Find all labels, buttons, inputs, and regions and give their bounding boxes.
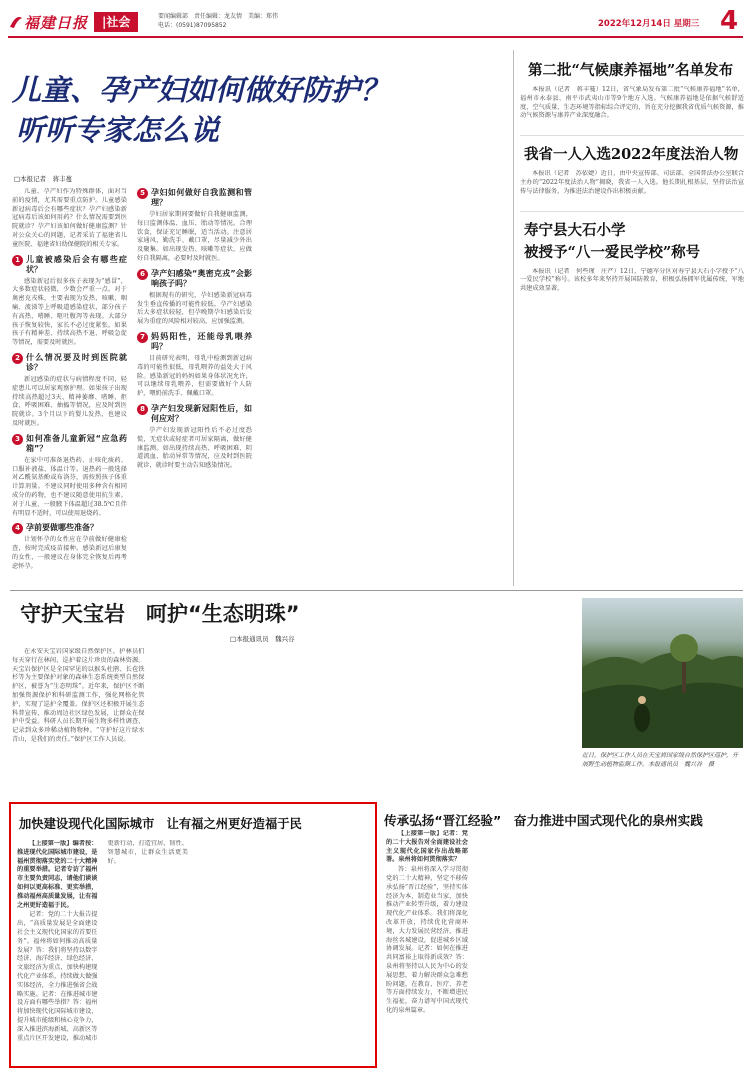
main-headline: [12, 70, 512, 168]
guard-article-text: 在永安天宝岩国家级自然保护区，护林员们每天穿行在林间，巡护着这片珍贵的森林资源。天宝岩保护区是全国罕见的以猴头杜鹃、长苞铁杉等为主要保护对象的森林生态系统类型自然保护区，被誉为“生态明珠”。近年来，保护区不断加强资源保护和科研监测工作，强化网格化管护，实现了巡护全覆盖。保护区还积极开展生态科普宣传，推动周边社区绿色发展，让群众在保护中受益。科研人员长期开展生物多样性调查，记录到众多珍稀动植物物种。“守护好这片绿水青山，是我们的责任。”保护区工作人员说。: [12, 648, 145, 743]
editor-line-2: 电话：(0591)87095852: [158, 22, 227, 29]
section-4-number: 4: [12, 523, 23, 534]
right-article-3-text: 本报讯（记者 何些瑾 庄严）12日，宁德军分区对寿宁县大石小学授予“八一爱民学校”称号。该校多年来坚持开展国防教育，积极弘扬拥军优属传统，军地共建成效显著。: [520, 267, 744, 293]
right-article-1: [520, 60, 744, 121]
section-5: [137, 188, 252, 264]
photo-forest-illustration: [582, 598, 743, 748]
paper-name: 福建日报: [24, 13, 89, 32]
logo-swoosh-icon: [8, 14, 24, 30]
section-4-text: 计划怀孕的女性应在孕前做好健康检查，按时完成疫苗接种。感染新冠后康复的女性，一般建议在身体完全恢复后再考虑怀孕。: [12, 536, 127, 570]
featured-text: 记者：党的二十大报告提出，“高质量发展是全面建设社会主义现代化国家的首要任务”。福州将如何推动高质量发展？答：我们将坚持以数字经济、海洋经济、绿色经济、文旅经济为重点，加快构建现代化产业体系，持续做大做强实体经济，全力推进强省会战略实施。记者：在推进城市建设方面有哪些举措？答：福州将加快现代化国际城市建设，提升城市能级和核心竞争力，深入推进滨海新城、高新区等重点片区开发建设，推动城市更新行动，打造宜居、韧性、智慧城市，让群众生活更美好。: [17, 840, 188, 1042]
section-7-title: 妈妈阳性，还能母乳喂养吗？: [151, 331, 252, 351]
section-6-number: 6: [137, 269, 148, 280]
section-6-title: 孕产妇感染“奥密克戎”会影响孩子吗？: [151, 268, 252, 288]
newspaper-logo: [8, 12, 90, 32]
section-1-title: 儿童被感染后会有哪些症状？: [26, 254, 127, 274]
section-1-heading: [15, 254, 127, 275]
page-number: 4: [720, 6, 739, 36]
section-2-text: 新冠感染的症状与病情程度不同，轻症患儿可以居家观察护理。如果孩子出现持续高热超过3天、精神萎靡、嗜睡、拒食、呼吸困难、抽搐等情况，应及时到医院就诊。3个月以下的婴儿发热，也建议及时就医。: [12, 375, 127, 427]
right-article-1-title: 第二批“气候康养福地”名单发布: [528, 62, 734, 79]
featured-intro: 【上接第一版】编者按：推进现代化国际城市建设，是福州贯彻落实党的二十大精神的重要举措。记者专访了福州市主要负责同志，请他们谈谈如何以更高标准、更实举措，推动福州高质量发展，让有福之州更好造福于民。: [17, 840, 98, 909]
section-4-heading: [15, 523, 127, 533]
section-6: [137, 269, 252, 327]
section-7-text: 目前研究表明，母乳中检测到新冠病毒的可能性很低，母乳喂养的益处大于风险。感染新冠的妈妈如果身体状况允许，可以继续母乳喂养，但需要做好个人防护，喂奶前洗手、佩戴口罩。: [137, 354, 252, 398]
section-2-number: 2: [12, 353, 23, 364]
guard-headline: 守护天宝岩 呵护“生态明珠”: [20, 602, 300, 626]
section-3-number: 3: [12, 434, 23, 445]
editor-info: [158, 12, 278, 30]
section-tag: |社会: [94, 12, 138, 32]
column-divider: [513, 50, 514, 586]
editor-line-1: 要闻编辑部 责任编辑：龙友情 美编：郑伟: [158, 13, 279, 20]
section-rule: [10, 590, 743, 591]
nature-photo: [582, 598, 743, 748]
right-article-1-text: 本报讯（记者 蒋丰蔓）12日，省气象局发布第二批“气候康养福地”名单，福州市永泰县、南平市武夷山市等9个地方入选。气候康养福地是依据气候舒适度、空气质量、生态环境等指标综合评定的，旨在充分挖掘我省优质气候资源，推动气候资源与康养产业深度融合。: [520, 86, 744, 120]
section-8: [137, 404, 252, 471]
quanzhou-intro: 【上接第一版】记者：党的二十大报告对全面建设社会主义现代化国家作出战略部署。泉州将如何贯彻落实？: [386, 830, 468, 864]
section-2: [12, 353, 127, 429]
section-3-heading: [15, 433, 127, 454]
section-4: [12, 523, 127, 571]
section-5-number: 5: [137, 188, 148, 199]
masthead: [8, 8, 743, 38]
section-7-number: 7: [137, 332, 148, 343]
main-lead: 儿童、孕产妇作为特殊群体，面对当前的疫情，尤其需要重点防护。儿童感染新冠病毒后会有哪些症状？孕产妇感染新冠病毒后该如何用药？什么情况需要到医院就诊？孕产妇该如何做好健康监测？针对公众关心的问题，记者采访了福建省儿童医院、福建省妇幼保健院的相关专家。: [12, 188, 127, 248]
quanzhou-headline: 传承弘扬“晋江经验” 奋力推进中国式现代化的泉州实践: [384, 813, 703, 828]
headline-line-1: 儿童、孕产妇如何做好防护？: [12, 73, 390, 107]
section-7-heading: [140, 331, 252, 352]
guard-article-body: [12, 648, 572, 796]
right-column: [520, 50, 744, 586]
section-1-text: 感染新冠后很多孩子表现为“感冒”，大多数症状轻微，少数会严重一点。对于奥密克戎株，主要表现为发热、咳嗽、咽痛、流涕等上呼吸道感染症状，部分孩子有高热、嗜睡、呕吐腹泻等表现。大部分孩子恢复较快，家长不必过度紧张。如果孩子有精神差、持续高热不退、呼吸急促等情况，需要及时就医。: [12, 277, 127, 347]
featured-article-frame: [9, 802, 377, 1068]
featured-headline: 加快建设现代化国际城市 让有福之州更好造福于民: [19, 817, 302, 831]
section-5-title: 孕妇如何做好自我监测和管理？: [151, 188, 252, 207]
photo-caption: 近日，保护区工作人员在天宝岩国家级自然保护区巡护，开展野生动植物监测工作。本报通讯员 魏兴谷 摄: [582, 752, 739, 768]
right-article-3: [520, 211, 744, 294]
section-5-text: 孕妇居家期间要做好自我健康监测，每日监测体温、血压、胎动等情况。合理饮食，保证充足睡眠，适当活动。注意居家通风，勤洗手、戴口罩，尽量减少外出及聚集。如出现发热、咳嗽等症状，应做好自我隔离，必要时及时就医。: [137, 211, 252, 262]
section-6-text: 根据现有的研究，孕妇感染新冠病毒发生垂直传播的可能性较低。孕产妇感染后大多症状较轻，但孕晚期孕妇感染后发展为重症的风险相对较高，应加强监测。: [137, 291, 252, 326]
section-4-title: 孕前要做哪些准备？: [26, 523, 98, 533]
quanzhou-text: 答：泉州将深入学习贯彻党的二十大精神，坚定不移传承弘扬“晋江经验”，坚持实体经济为本、制造业当家，加快推动产业转型升级，着力建设现代化产业体系。我们将深化改革开放，持续优化营商环境，大力发展民营经济，推进海丝名城建设，促进城乡区域协调发展。记者：如何在推进共同富裕上取得新成效？答：泉州将坚持以人民为中心的发展思想，着力解决群众急难愁盼问题，在教育、医疗、养老等方面持续发力，不断增进民生福祉，奋力谱写中国式现代化的泉州篇章。: [386, 866, 468, 1014]
section-1-number: 1: [12, 255, 23, 266]
section-3-text: 在家中可准备退热药、止咳化痰药、口服补液盐、体温计等。退热药一般选择对乙酰氨基酚或布洛芬，需按照孩子体重计算剂量。不建议同时使用多种含有相同成分的药物，也不建议随意使用抗生素。对于儿童，一般腋下体温超过38.5℃且伴有明显不适时，可以使用退烧药。: [12, 456, 127, 517]
featured-article-body: [17, 840, 369, 1052]
issue-date: 2022年12月14日 星期三: [598, 19, 700, 29]
main-article-body: [12, 188, 502, 588]
right-article-3-title: 寿宁县大石小学 被授予“八一爱民学校”称号: [524, 221, 701, 261]
section-label: 社会: [106, 15, 131, 29]
right-article-2: [520, 135, 744, 196]
section-3: [12, 434, 127, 519]
section-7: [137, 332, 252, 399]
headline-line-2: 听听专家怎么说: [16, 113, 220, 147]
quanzhou-article-body: [386, 830, 744, 1068]
section-2-heading: [15, 352, 127, 373]
section-5-heading: [140, 188, 252, 208]
section-8-number: 8: [137, 404, 148, 415]
section-8-heading: [140, 403, 252, 424]
main-byline: □本报记者 蒋丰蔓: [14, 175, 73, 183]
section-1: [12, 255, 127, 348]
right-article-2-title: 我省一人入选2022年度法治人物: [524, 146, 739, 164]
guard-byline: □本报通讯员 魏兴谷: [230, 635, 295, 643]
section-8-title: 孕产妇发现新冠阳性后，如何应对？: [151, 403, 252, 423]
section-2-title: 什么情况要及时到医院就诊？: [26, 352, 127, 372]
section-3-title: 如何准备儿童新冠“应急药箱”？: [26, 433, 127, 453]
right-article-2-text: 本报讯（记者 苏依婕）近日，由中央宣传部、司法部、全国普法办公室联合主办的“2022年度法治人物”揭晓，我省一人入选。他长期扎根基层，坚持法治宣传与法律服务，为推进法治建设作出积极贡献。: [520, 170, 744, 195]
section-8-text: 孕产妇发现新冠阳性后不必过度恐慌，无症状或轻症者可居家隔离，做好健康监测。如出现持续高热、呼吸困难、阴道流血、胎动异常等情况，应及时到医院就诊，就诊时要主动告知感染情况。: [137, 426, 252, 470]
section-6-heading: [140, 268, 252, 289]
